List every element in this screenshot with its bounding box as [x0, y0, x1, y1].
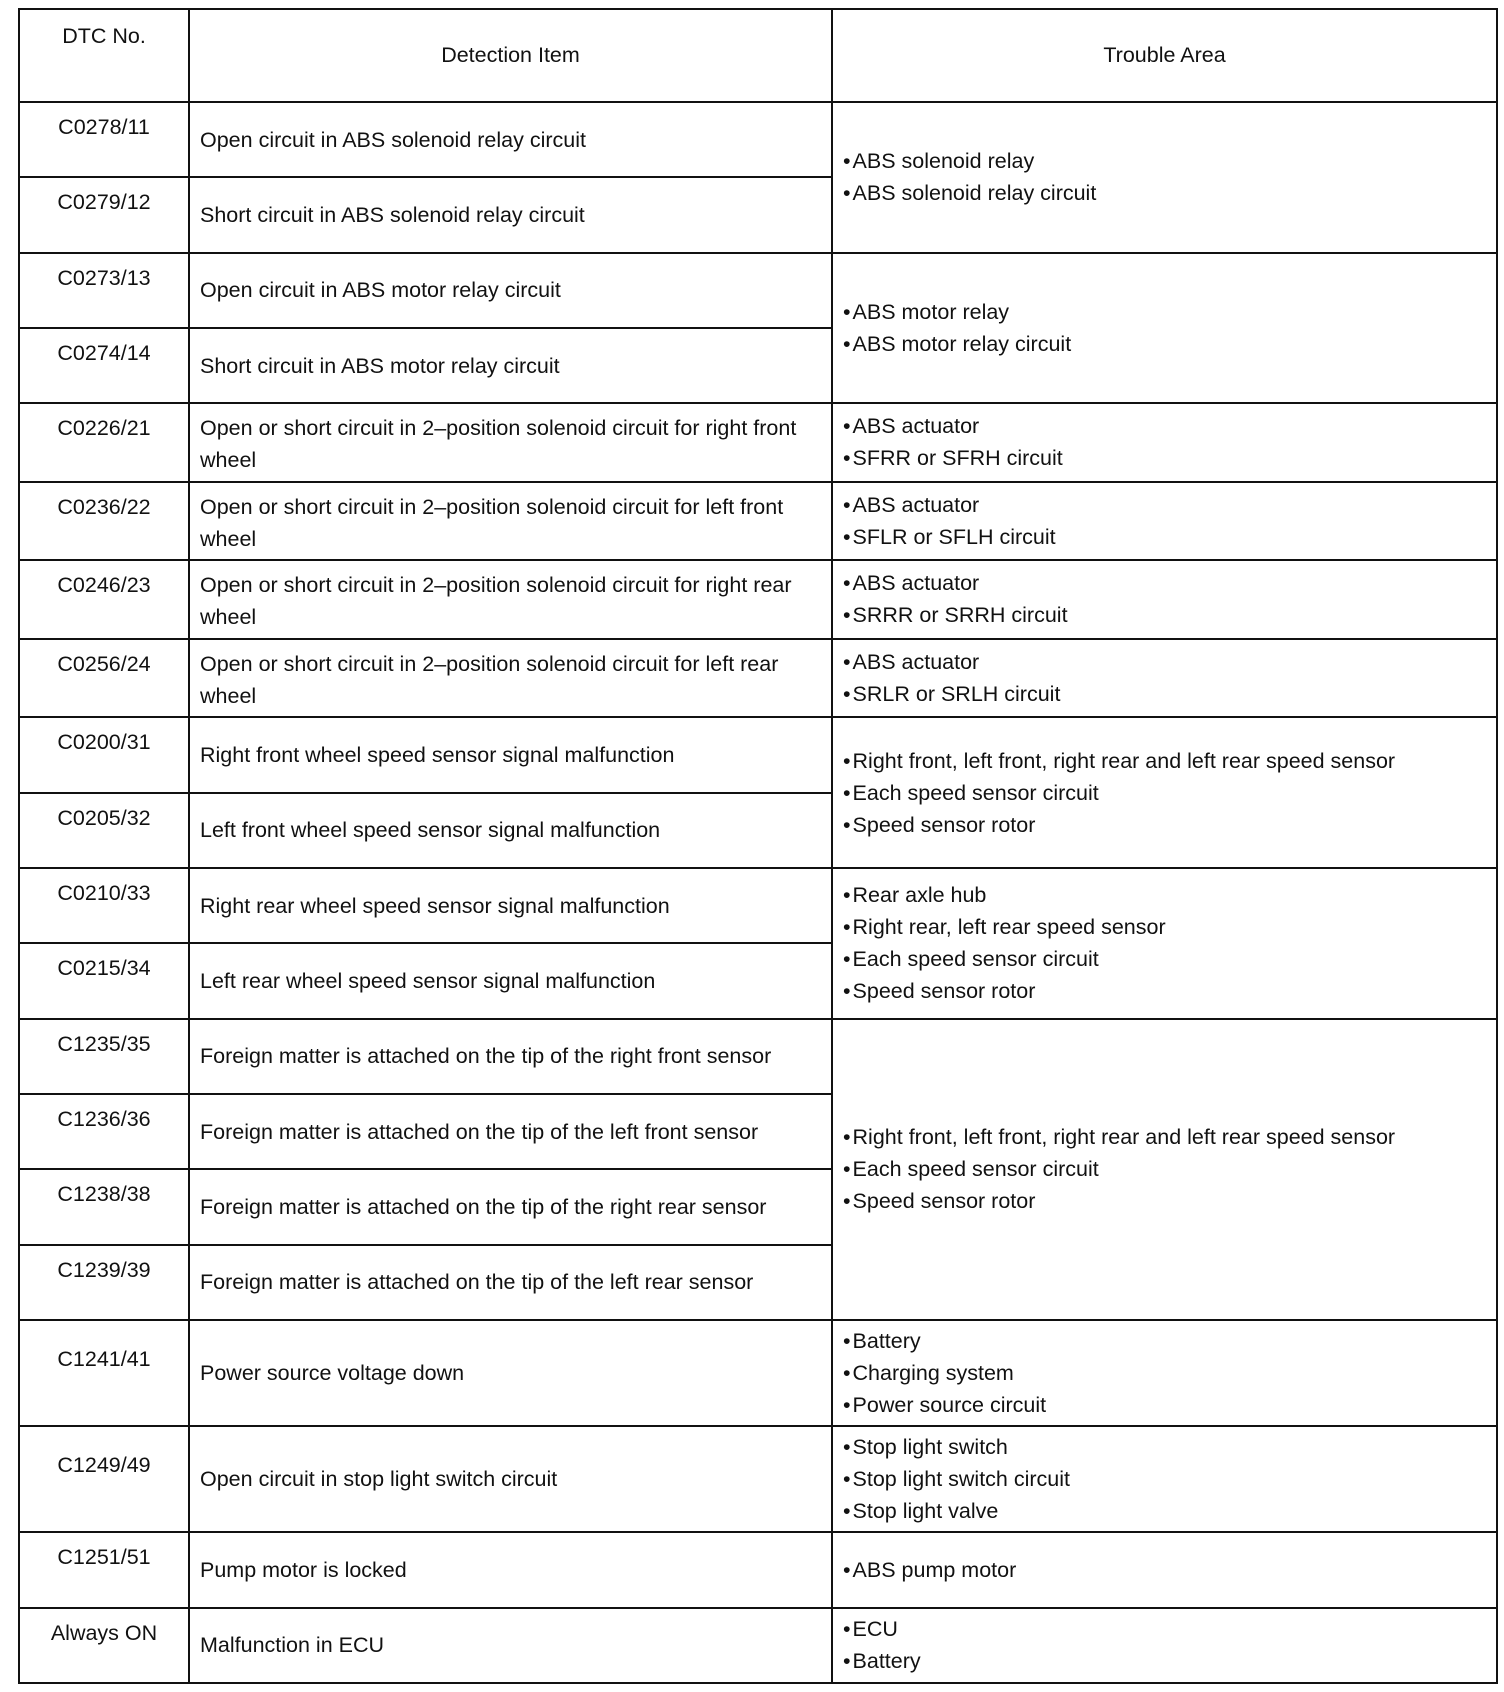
trouble-area-item: • ABS solenoid relay — [843, 145, 1496, 177]
trouble-area-item: • ABS actuator — [843, 567, 1496, 599]
dtc-code: C1249/49 — [19, 1426, 189, 1532]
dtc-code: C1238/38 — [19, 1169, 189, 1244]
trouble-area-item: • SRLR or SRLH circuit — [843, 678, 1496, 710]
trouble-area-item: • Each speed sensor circuit — [843, 943, 1496, 975]
trouble-area-item: • Battery — [843, 1645, 1496, 1677]
table-row — [19, 560, 1497, 639]
trouble-area — [832, 1320, 1497, 1426]
trouble-area-item: • ABS actuator — [843, 489, 1496, 521]
detection-item: Open circuit in stop light switch circuit — [189, 1426, 832, 1532]
dtc-code: C0278/11 — [19, 102, 189, 177]
table-row — [19, 639, 1497, 718]
trouble-area — [832, 253, 1497, 404]
trouble-area-item: • Right rear, left rear speed sensor — [843, 911, 1496, 943]
detection-item: Left front wheel speed sensor signal malfunction — [189, 793, 832, 868]
detection-item: Power source voltage down — [189, 1320, 832, 1426]
dtc-code: Always ON — [19, 1608, 189, 1683]
dtc-code: C0273/13 — [19, 253, 189, 328]
trouble-area-item: • Battery — [843, 1325, 1496, 1357]
dtc-code: C0215/34 — [19, 943, 189, 1018]
table-row — [19, 1426, 1497, 1532]
trouble-area-item: • ABS actuator — [843, 646, 1496, 678]
trouble-area-item: • ABS motor relay — [843, 296, 1496, 328]
dtc-code: C0274/14 — [19, 328, 189, 403]
trouble-area-item: • ABS actuator — [843, 410, 1496, 442]
dtc-code: C1235/35 — [19, 1019, 189, 1094]
trouble-area — [832, 482, 1497, 561]
dtc-code: C0246/23 — [19, 560, 189, 639]
detection-item: Open or short circuit in 2–position solenoid circuit for right rear wheel — [189, 560, 832, 639]
dtc-table — [18, 8, 1498, 1684]
trouble-area — [832, 1608, 1497, 1683]
trouble-area-item: • Power source circuit — [843, 1389, 1496, 1421]
trouble-area — [832, 560, 1497, 639]
detection-item: Foreign matter is attached on the tip of the right front sensor — [189, 1019, 832, 1094]
trouble-area-item: • Each speed sensor circuit — [843, 1153, 1496, 1185]
trouble-area-item: • ECU — [843, 1613, 1496, 1645]
detection-item: Right front wheel speed sensor signal malfunction — [189, 717, 832, 792]
detection-item: Open circuit in ABS solenoid relay circuit — [189, 102, 832, 177]
detection-item: Pump motor is locked — [189, 1532, 832, 1607]
dtc-code: C0236/22 — [19, 482, 189, 561]
table-row — [19, 102, 1497, 177]
trouble-area — [832, 1532, 1497, 1607]
trouble-area-item: • ABS solenoid relay circuit — [843, 177, 1496, 209]
trouble-area — [832, 639, 1497, 718]
dtc-code: C0279/12 — [19, 177, 189, 252]
detection-item: Right rear wheel speed sensor signal malfunction — [189, 868, 832, 943]
table-row — [19, 868, 1497, 943]
detection-item: Foreign matter is attached on the tip of the right rear sensor — [189, 1169, 832, 1244]
trouble-area-item: • Rear axle hub — [843, 879, 1496, 911]
trouble-area-item: • SRRR or SRRH circuit — [843, 599, 1496, 631]
detection-item: Malfunction in ECU — [189, 1608, 832, 1683]
dtc-code: C0226/21 — [19, 403, 189, 482]
trouble-area-item: • Right front, left front, right rear and left rear speed sensor — [843, 745, 1496, 777]
trouble-area-item: • Stop light valve — [843, 1495, 1496, 1527]
dtc-code: C1251/51 — [19, 1532, 189, 1607]
trouble-area-item: • Speed sensor rotor — [843, 975, 1496, 1007]
dtc-code: C1241/41 — [19, 1320, 189, 1426]
trouble-area — [832, 1019, 1497, 1320]
detection-item: Short circuit in ABS motor relay circuit — [189, 328, 832, 403]
header-row — [19, 9, 1497, 102]
table-row — [19, 482, 1497, 561]
detection-item: Open or short circuit in 2–position solenoid circuit for left rear wheel — [189, 639, 832, 718]
table-row — [19, 1532, 1497, 1607]
header-trouble-area: Trouble Area — [832, 9, 1497, 102]
trouble-area — [832, 717, 1497, 868]
dtc-code: C0200/31 — [19, 717, 189, 792]
dtc-code: C1239/39 — [19, 1245, 189, 1320]
table-row — [19, 717, 1497, 792]
detection-item: Left rear wheel speed sensor signal malfunction — [189, 943, 832, 1018]
trouble-area — [832, 102, 1497, 253]
dtc-code: C0210/33 — [19, 868, 189, 943]
trouble-area-item: • Speed sensor rotor — [843, 1185, 1496, 1217]
dtc-code: C0256/24 — [19, 639, 189, 718]
dtc-code: C1236/36 — [19, 1094, 189, 1169]
trouble-area-item: • Stop light switch circuit — [843, 1463, 1496, 1495]
trouble-area — [832, 868, 1497, 1019]
detection-item: Short circuit in ABS solenoid relay circuit — [189, 177, 832, 252]
trouble-area — [832, 1426, 1497, 1532]
detection-item: Open circuit in ABS motor relay circuit — [189, 253, 832, 328]
table-row — [19, 1320, 1497, 1426]
trouble-area-item: • ABS pump motor — [843, 1554, 1496, 1586]
table-row — [19, 403, 1497, 482]
trouble-area-item: • Charging system — [843, 1357, 1496, 1389]
detection-item: Open or short circuit in 2–position solenoid circuit for left front wheel — [189, 482, 832, 561]
trouble-area — [832, 403, 1497, 482]
header-detection-item: Detection Item — [189, 9, 832, 102]
trouble-area-item: • SFLR or SFLH circuit — [843, 521, 1496, 553]
trouble-area-item: • Speed sensor rotor — [843, 809, 1496, 841]
trouble-area-item: • ABS motor relay circuit — [843, 328, 1496, 360]
dtc-code: C0205/32 — [19, 793, 189, 868]
table-row — [19, 1608, 1497, 1683]
trouble-area-item: • Each speed sensor circuit — [843, 777, 1496, 809]
detection-item: Open or short circuit in 2–position solenoid circuit for right front wheel — [189, 403, 832, 482]
detection-item: Foreign matter is attached on the tip of the left front sensor — [189, 1094, 832, 1169]
table-row — [19, 253, 1497, 328]
trouble-area-item: • SFRR or SFRH circuit — [843, 442, 1496, 474]
header-dtc-no: DTC No. — [19, 9, 189, 102]
trouble-area-item: • Stop light switch — [843, 1431, 1496, 1463]
trouble-area-item: • Right front, left front, right rear and left rear speed sensor — [843, 1121, 1496, 1153]
detection-item: Foreign matter is attached on the tip of the left rear sensor — [189, 1245, 832, 1320]
table-row — [19, 1019, 1497, 1094]
